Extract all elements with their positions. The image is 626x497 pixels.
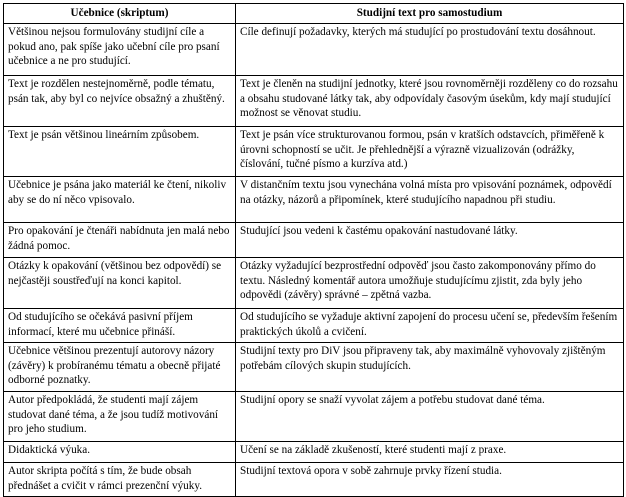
cell-self-study: Studijní opory se snaží vyvolat zájem a potřebu studovat dané téma.: [236, 392, 624, 442]
comparison-document: [3, 3, 623, 492]
cell-textbook: Učebnice většinou prezentují autorovy názory (závěry) k probíranému tématu a obecně přijaté odborné poznatky.: [4, 343, 236, 392]
cell-textbook: Otázky k opakování (většinou bez odpovědí) se nejčastěji soustřeďují na konci kapitol.: [4, 258, 236, 309]
cell-self-study: Studijní texty pro DiV jsou připraveny tak, aby maximálně vyhovovaly zjištěným potřebám cílových skupin studujících.: [236, 343, 624, 392]
header-textbook: Učebnice (skriptum): [4, 4, 236, 24]
cell-self-study: Od studujícího se vyžaduje aktivní zapojení do procesu učení se, především řešením praktických úkolů a cvičení.: [236, 309, 624, 343]
cell-self-study: Cíle definují požadavky, kterých má studující po prostudování textu dosáhnout.: [236, 24, 624, 76]
table-row: [4, 127, 624, 177]
table-row: [4, 177, 624, 223]
table-row: [4, 76, 624, 127]
cell-textbook: Pro opakování je čtenáři nabídnuta jen malá nebo žádná pomoc.: [4, 223, 236, 258]
cell-textbook: Text je rozdělen nestejnoměrně, podle tématu, psán tak, aby byl co nejvíce obsažný a zhuštěný.: [4, 76, 236, 127]
cell-self-study: Otázky vyžadující bezprostřední odpověď jsou často zakomponovány přímo do textu. Následný komentář autora umožňuje studujícímu zjistit, zda byly jeho odpovědi (závěry) správné – zpětná vazba.: [236, 258, 624, 309]
cell-self-study: Text je psán více strukturovanou formou, psán v kratších odstavcích, přiměřeně k úrovni schopností se učit. Je přehlednější a výrazně vizualizován (odrážky, číslování, tučné písmo a kurzíva atd.): [236, 127, 624, 177]
cell-textbook: Většinou nejsou formulovány studijní cíle a pokud ano, pak spíše jako učební cíle pro psaní učebnice a ne pro studující.: [4, 24, 236, 76]
cell-self-study: Studijní textová opora v sobě zahrnuje prvky řízení studia.: [236, 463, 624, 497]
cell-textbook: Učebnice je psána jako materiál ke čtení, nikoliv aby se do ní něco vpisovalo.: [4, 177, 236, 223]
cell-textbook: Autor skripta počítá s tím, že bude obsah přednášet a cvičit v rámci prezenční výuky.: [4, 463, 236, 497]
table-row: [4, 309, 624, 343]
cell-textbook: Text je psán většinou lineárním způsobem.: [4, 127, 236, 177]
cell-self-study: Studující jsou vedeni k častému opakování nastudované látky.: [236, 223, 624, 258]
table-row: [4, 442, 624, 463]
cell-textbook: Autor předpokládá, že studenti mají zájem studovat dané téma, a že jsou tudíž motivování pro jeho studium.: [4, 392, 236, 442]
cell-self-study: Učení se na základě zkušeností, které studenti mají z praxe.: [236, 442, 624, 463]
cell-textbook: Od studujícího se očekává pasivní příjem informací, které mu učebnice přináší.: [4, 309, 236, 343]
comparison-table: [3, 3, 624, 497]
table-header-row: [4, 4, 624, 24]
table-row: [4, 392, 624, 442]
cell-textbook: Didaktická výuka.: [4, 442, 236, 463]
cell-self-study: V distančním textu jsou vynechána volná místa pro vpisování poznámek, odpovědí na otázky, názorů a připomínek, které studujícího napadnou při studiu.: [236, 177, 624, 223]
table-row: [4, 343, 624, 392]
table-row: [4, 223, 624, 258]
table-row: [4, 463, 624, 497]
header-self-study-text: Studijní text pro samostudium: [236, 4, 624, 24]
table-row: [4, 24, 624, 76]
table-row: [4, 258, 624, 309]
cell-self-study: Text je členěn na studijní jednotky, které jsou rovnoměrněji rozděleny co do rozsahu a obsahu studované látky tak, aby odpovídaly časovým úsekům, kdy mají studující možnost se věnovat studiu.: [236, 76, 624, 127]
